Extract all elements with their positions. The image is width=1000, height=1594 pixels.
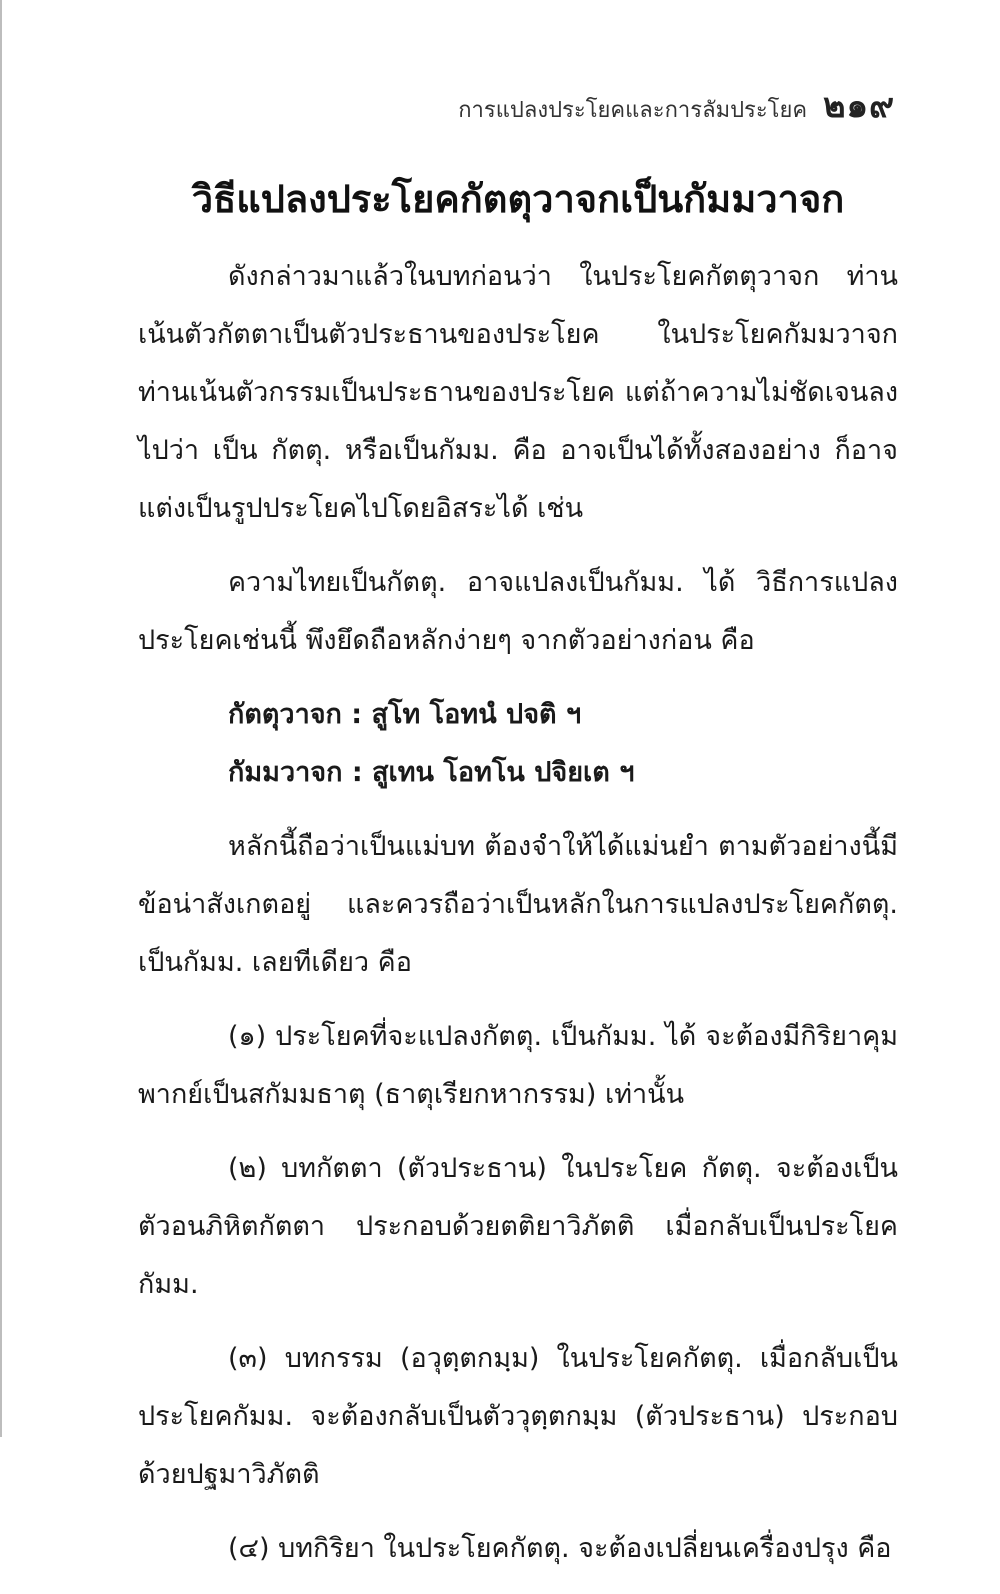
example-block xyxy=(138,686,898,802)
paragraph-conversion: ความไทยเป็นกัตตุ. อาจแปลงเป็นกัมม. ได้ วิธีการแปลงประโยคเช่นนี้ พึงยึดถือหลักง่ายๆ จากตัวอย่างก่อน คือ xyxy=(138,567,898,656)
example-passive-voice: กัมมวาจก : สูเทน โอทโน ปจิยเต ฯ xyxy=(228,757,635,788)
body-text xyxy=(138,248,898,1594)
rule-item-4: (๔) บทกิริยา ในประโยคกัตตุ. จะต้องเปลี่ยนเครื่องปรุง คือ xyxy=(228,1533,892,1564)
section-heading: วิธีแปลงประโยคกัตตุวาจกเป็นกัมมวาจก xyxy=(191,177,845,221)
paragraph-intro: ดังกล่าวมาแล้วในบทก่อนว่า ในประโยคกัตตุวาจก ท่านเน้นตัวกัตตาเป็นตัวประธานของประโยค ในประโยคกัมมวาจก ท่านเน้นตัวกรรมเป็นประธานของประโยค แต่ถ้าความไม่ชัดเจนลงไปว่า เป็น กัตตุ. หรือเป็นกัมม. คือ อาจเป็นได้ทั้งสองอย่าง ก็อาจแต่งเป็นรูปประโยคไปโดยอิสระได้ เช่น xyxy=(138,261,898,524)
page-number: ๒๑๙ xyxy=(823,86,895,126)
running-head xyxy=(458,78,895,132)
page-edge-line xyxy=(0,0,2,1437)
rule-item-2: (๒) บทกัตตา (ตัวประธาน) ในประโยค กัตตุ. จะต้องเป็นตัวอนภิหิตกัตตา ประกอบด้วยตติยาวิภัตติ เมื่อกลับเป็นประโยคกัมม. xyxy=(138,1153,898,1300)
running-head-title: การแปลงประโยคและการลัมประโยค xyxy=(458,98,808,123)
rule-item-3: (๓) บทกรรม (อวุตฺตกมฺม) ในประโยคกัตตุ. เมื่อกลับเป็นประโยคกัมม. จะต้องกลับเป็นตัววุตฺตกมฺม (ตัวประธาน) ประกอบด้วยปฐมาวิภัตติ xyxy=(138,1343,898,1490)
paragraph-rules-intro: หลักนี้ถือว่าเป็นแม่บท ต้องจำให้ได้แม่นยำ ตามตัวอย่างนี้มีข้อน่าสังเกตอยู่ และควรถือว่าเป็นหลักในการแปลงประโยคกัตตุ. เป็นกัมม. เลยทีเดียว คือ xyxy=(138,831,898,978)
example-active-voice: กัตตุวาจก : สูโท โอทนํ ปจติ ฯ xyxy=(228,699,582,730)
rule-item-1: (๑) ประโยคที่จะแปลงกัตตุ. เป็นกัมม. ได้ จะต้องมีกิริยาคุมพากย์เป็นสกัมมธาตุ (ธาตุเรียกหากรรม) เท่านั้น xyxy=(138,1021,898,1110)
